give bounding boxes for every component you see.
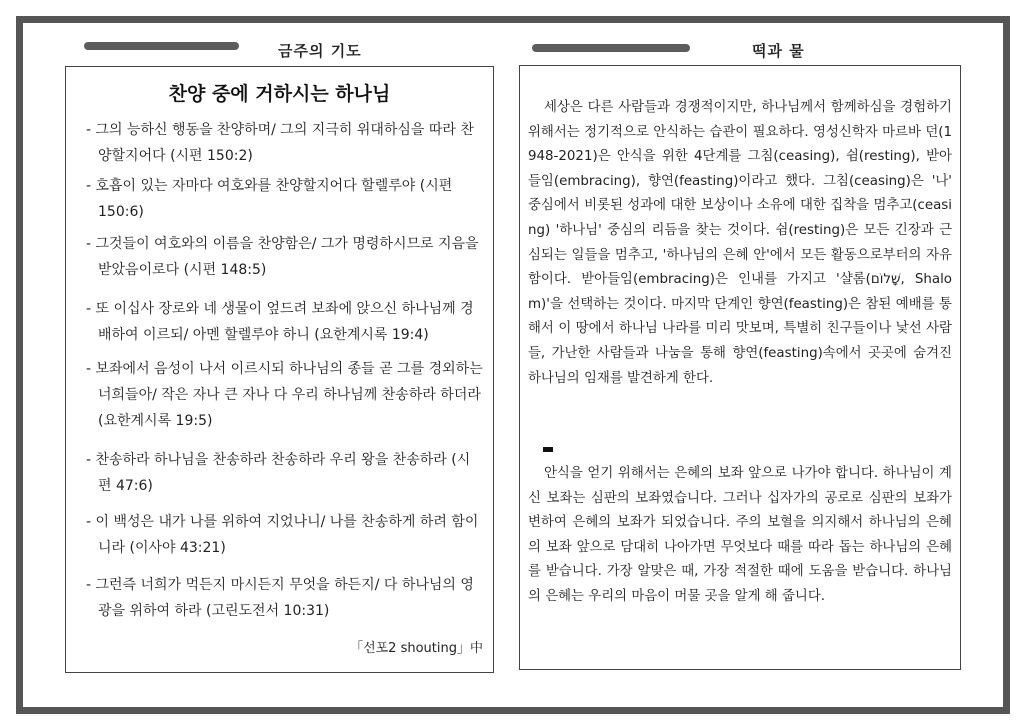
verse-item: - 또 이십사 장로와 네 생물이 엎드려 보좌에 앉으신 하나님께 경배하여 이르되/ 아멘 할렐루야 하니 (요한계시록 19:4) <box>86 301 474 343</box>
left-header-bar <box>84 42 239 50</box>
verse-item: - 보좌에서 음성이 나서 이르시되 하나님의 종들 곧 그를 경외하는 너희들아/ 작은 자나 큰 자나 다 우리 하나님께 찬송하라 하더라 (요한계시록 19:5) <box>86 361 483 429</box>
verse-item: - 찬송하라 하나님을 찬송하라 찬송하라 우리 왕을 찬송하라 (시편 47:6) <box>86 452 471 494</box>
source-credit: 「선포2 shouting」中 <box>350 641 483 656</box>
verse-item: - 그의 능하신 행동을 찬양하며/ 그의 지극히 위대하심을 따라 찬양할지어다 (시편 150:2) <box>86 122 474 164</box>
verse-item: - 그런즉 너희가 먹든지 마시든지 무엇을 하든지/ 다 하나님의 영광을 위하여 하라 (고린도전서 10:31) <box>86 577 474 619</box>
paragraph-sabbath: 세상은 다른 사람들과 경쟁적이지만, 하나님께서 함께하심을 경험하기 위해서는 정기적으로 안식하는 습관이 필요하다. 영성신학자 마르바 던(1948-2021)은 안식을 위한 4단계를 그침(ceasing), 쉼(resting), 받아들임(embracing), 향연(feasting)이라고 했다. 그침(ceasing)은 '나' 중심에서 비롯된 성과에 대한 보상이나 소유에 대한 집착을 멈추고(ceasing) '하나님' 중심의 리듬을 찾는 것이다. 쉼(resting)은 모든 긴장과 근심되는 일들을 멈추고, '하나님의 은혜 안'에서 모든 활동으로부터의 자유함이다. 받아들임(embracing)은 인내를 가지고 '샬롬(שָׁלוֹם, Shalom)'을 선택하는 것이다. 마지막 단계인 향연(feasting)은 참된 예배를 통해서 이 땅에서 하나님 나라를 미리 맛보며, 특별히 친구들이나 낯선 사람들, 가난한 사람들과 나눔을 통해 향연(feasting)속에서 곳곳에 숨겨진 하나님의 임재를 발견하게 한다. <box>528 100 952 386</box>
prayer-title: 찬양 중에 거하시는 하나님 <box>168 83 391 105</box>
prayer-box <box>65 66 494 673</box>
verse-item: - 이 백성은 내가 나를 위하여 지었나니/ 나를 찬송하게 하려 함이니라 (이사야 43:21) <box>86 514 479 556</box>
left-header-title: 금주의 기도 <box>278 42 362 60</box>
right-header-bar <box>532 44 690 52</box>
bread-water-box <box>519 65 961 670</box>
paragraph-grace: 안식을 얻기 위해서는 은혜의 보좌 앞으로 나가야 합니다. 하나님이 계신 보좌는 심판의 보좌였습니다. 그러나 십자가의 공로로 심판의 보좌가 변하여 은혜의 보좌가 되었습니다. 주의 보혈을 의지해서 하나님의 은혜의 보좌 앞으로 담대히 나아가면 무엇보다 때를 따라 돕는 하나님의 은혜를 받습니다. 가장 알맞은 때, 가장 적절한 때에 도움을 받습니다. 하나님의 은혜는 우리의 마음이 머물 곳을 알게 해 줍니다. <box>528 466 952 604</box>
verse-item: - 호흡이 있는 자마다 여호와를 찬양할지어다 할렐루야 (시편 150:6) <box>86 178 453 220</box>
section-marker <box>543 447 553 452</box>
right-header-title: 떡과 물 <box>752 42 805 60</box>
verse-item: - 그것들이 여호와의 이름을 찬양함은/ 그가 명령하시므로 지음을 받았음이로다 (시편 148:5) <box>86 236 479 278</box>
